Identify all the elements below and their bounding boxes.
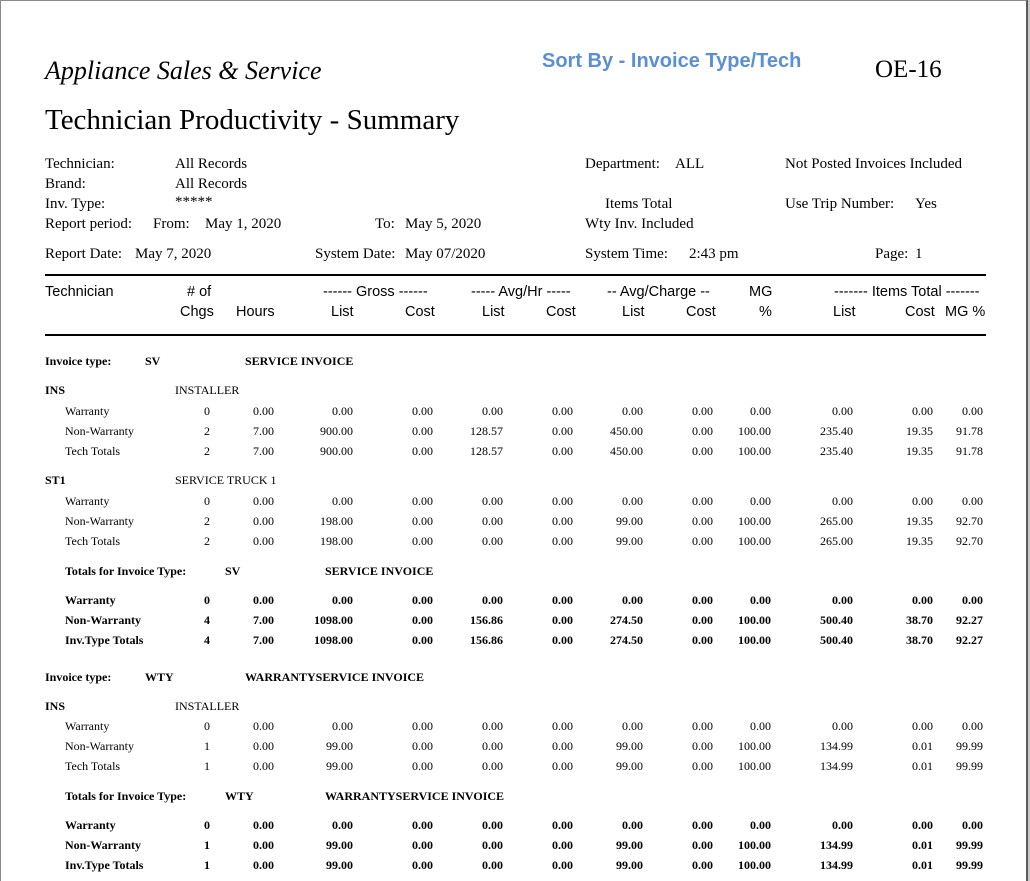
cell-value: 0.00	[832, 494, 853, 508]
cell-value: 4	[204, 613, 210, 627]
cell-value: 134.99	[820, 838, 853, 852]
cell-value: 0.01	[912, 759, 933, 773]
report-period-label: Report period:	[45, 216, 133, 232]
totals-label: Totals for Invoice Type:	[65, 789, 187, 803]
cell-value: 0.00	[412, 444, 433, 458]
cell-value: 198.00	[320, 514, 353, 528]
cell-value: 0.00	[253, 739, 274, 753]
items-total-note: Items Total	[605, 196, 673, 212]
department-value: ALL	[675, 156, 705, 172]
to-label: To:	[375, 216, 395, 232]
totals-desc: SERVICE INVOICE	[325, 564, 434, 578]
cell-value: 274.50	[610, 613, 643, 627]
cell-value: 0.00	[962, 818, 983, 832]
cell-value: 0.00	[332, 593, 353, 607]
col-avghr-list: List	[482, 304, 505, 320]
cell-value: 0.00	[332, 719, 353, 733]
cell-value: 0.00	[750, 818, 771, 832]
cell-value: 0.00	[692, 593, 713, 607]
cell-value: 0.00	[412, 534, 433, 548]
cell-value: 134.99	[820, 858, 853, 872]
cell-value: 38.70	[906, 633, 933, 647]
cell-value: 0.00	[482, 404, 503, 418]
cell-value: 99.00	[616, 534, 643, 548]
to-value: May 5, 2020	[405, 216, 482, 232]
page-number: 1	[915, 246, 923, 262]
cell-value: 19.35	[906, 514, 933, 528]
system-time-label: System Time:	[585, 246, 668, 262]
cell-value: 900.00	[320, 444, 353, 458]
cell-value: 0.00	[412, 424, 433, 438]
cell-value: 0.00	[412, 593, 433, 607]
cell-value: 0.00	[552, 838, 573, 852]
col-technician: Technician	[45, 284, 114, 300]
row-label: Non-Warranty	[65, 613, 141, 627]
cell-value: 0	[204, 404, 210, 418]
cell-value: 0.00	[552, 818, 573, 832]
col-items-cost: Cost	[905, 304, 935, 320]
tech-desc: INSTALLER	[175, 699, 240, 713]
cell-value: 0.00	[962, 494, 983, 508]
cell-value: 0.00	[692, 534, 713, 548]
cell-value: 100.00	[738, 838, 771, 852]
cell-value: 0.00	[552, 424, 573, 438]
invoice-type-label: Invoice type:	[45, 670, 112, 684]
cell-value: 0.00	[482, 759, 503, 773]
cell-value: 0.00	[692, 739, 713, 753]
row-label: Tech Totals	[65, 444, 121, 458]
cell-value: 0.00	[692, 424, 713, 438]
cell-value: 19.35	[906, 534, 933, 548]
cell-value: 0.00	[482, 739, 503, 753]
cell-value: 0.00	[482, 494, 503, 508]
department-label: Department:	[585, 156, 660, 172]
row-label: Non-Warranty	[65, 739, 135, 753]
cell-value: 0.00	[253, 838, 274, 852]
cell-value: 0.00	[552, 759, 573, 773]
cell-value: 0.00	[482, 838, 503, 852]
cell-value: 500.40	[820, 633, 853, 647]
cell-value: 274.50	[610, 633, 643, 647]
cell-value: 0.00	[412, 613, 433, 627]
cell-value: 0.00	[332, 818, 353, 832]
cell-value: 0.00	[962, 719, 983, 733]
cell-value: 0.00	[552, 494, 573, 508]
cell-value: 0.00	[750, 494, 771, 508]
cell-value: 100.00	[738, 534, 771, 548]
cell-value: 0.00	[552, 444, 573, 458]
cell-value: 2	[204, 424, 210, 438]
cell-value: 0.00	[332, 494, 353, 508]
invoice-type-desc: WARRANTYSERVICE INVOICE	[245, 670, 425, 684]
technician-label: Technician:	[45, 156, 115, 172]
cell-value: 450.00	[610, 424, 643, 438]
cell-value: 0.00	[912, 494, 933, 508]
col-num-of: # of	[187, 284, 212, 300]
cell-value: 92.70	[956, 514, 983, 528]
col-items-mg: MG %	[945, 304, 986, 320]
cell-value: 38.70	[906, 613, 933, 627]
cell-value: 100.00	[738, 424, 771, 438]
cell-value: 0.00	[552, 534, 573, 548]
cell-value: 0.01	[912, 858, 933, 872]
brand-value: All Records	[175, 176, 248, 192]
cell-value: 0.00	[412, 838, 433, 852]
inv-type-label: Inv. Type:	[45, 196, 106, 212]
row-label: Non-Warranty	[65, 514, 135, 528]
cell-value: 0.00	[622, 593, 643, 607]
cell-value: 0.00	[962, 593, 983, 607]
cell-value: 0.00	[412, 818, 433, 832]
col-chgs: Chgs	[180, 304, 214, 320]
cell-value: 0.00	[692, 633, 713, 647]
cell-value: 0.00	[912, 818, 933, 832]
cell-value: 0.00	[482, 858, 503, 872]
cell-value: 0.00	[692, 404, 713, 418]
company-name: Appliance Sales & Service	[45, 56, 322, 85]
cell-value: 0.00	[692, 613, 713, 627]
technician-value: All Records	[175, 156, 248, 172]
use-trip-label: Use Trip Number:	[785, 196, 895, 212]
sort-by-label: Sort By - Invoice Type/Tech	[542, 50, 802, 72]
cell-value: 0.00	[253, 404, 274, 418]
totals-code: SV	[225, 564, 241, 578]
system-date-value: May 07/2020	[405, 246, 486, 262]
tech-code: INS	[45, 699, 66, 713]
col-mg-pct: %	[759, 304, 772, 320]
invoice-type-code: WTY	[145, 670, 174, 684]
cell-value: 99.00	[326, 739, 353, 753]
cell-value: 0.00	[622, 404, 643, 418]
brand-label: Brand:	[45, 176, 86, 192]
system-date-label: System Date:	[315, 246, 396, 262]
cell-value: 128.57	[470, 444, 503, 458]
cell-value: 1	[204, 759, 210, 773]
cell-value: 92.27	[956, 613, 983, 627]
cell-value: 92.27	[956, 633, 983, 647]
cell-value: 0.00	[692, 818, 713, 832]
cell-value: 0.00	[912, 593, 933, 607]
cell-value: 1	[204, 739, 210, 753]
totals-label: Totals for Invoice Type:	[65, 564, 187, 578]
cell-value: 0.00	[412, 739, 433, 753]
cell-value: 7.00	[253, 444, 274, 458]
report-date-label: Report Date:	[45, 246, 123, 262]
cell-value: 0.00	[622, 494, 643, 508]
cell-value: 0.01	[912, 838, 933, 852]
invoice-type-label: Invoice type:	[45, 354, 112, 368]
cell-value: 0.00	[962, 404, 983, 418]
row-label: Non-Warranty	[65, 424, 135, 438]
cell-value: 0.00	[552, 613, 573, 627]
cell-value: 0.00	[552, 404, 573, 418]
report-title: Technician Productivity - Summary	[45, 104, 460, 136]
tech-desc: INSTALLER	[175, 383, 240, 397]
cell-value: 0.00	[253, 759, 274, 773]
cell-value: 100.00	[738, 514, 771, 528]
cell-value: 0.00	[412, 719, 433, 733]
row-label: Warranty	[65, 593, 116, 607]
cell-value: 500.40	[820, 613, 853, 627]
cell-value: 0.00	[832, 404, 853, 418]
col-gross: ------ Gross ------	[323, 284, 428, 300]
cell-value: 0.00	[412, 514, 433, 528]
cell-value: 99.99	[956, 838, 983, 852]
cell-value: 99.00	[616, 739, 643, 753]
cell-value: 0.00	[412, 404, 433, 418]
from-value: May 1, 2020	[205, 216, 282, 232]
from-label: From:	[153, 216, 190, 232]
cell-value: 0.00	[412, 494, 433, 508]
cell-value: 0.00	[692, 759, 713, 773]
cell-value: 0.00	[692, 719, 713, 733]
report-code: OE-16	[875, 56, 942, 83]
cell-value: 0.00	[552, 739, 573, 753]
cell-value: 0.00	[832, 593, 853, 607]
col-items-list: List	[833, 304, 856, 320]
cell-value: 7.00	[253, 633, 274, 647]
cell-value: 0.00	[482, 534, 503, 548]
cell-value: 99.00	[616, 858, 643, 872]
cell-value: 0.00	[253, 719, 274, 733]
tech-desc: SERVICE TRUCK 1	[175, 473, 277, 487]
cell-value: 0	[204, 494, 210, 508]
cell-value: 0.00	[692, 514, 713, 528]
cell-value: 0.00	[552, 719, 573, 733]
cell-value: 100.00	[738, 444, 771, 458]
cell-value: 0.00	[750, 404, 771, 418]
cell-value: 265.00	[820, 534, 853, 548]
cell-value: 0.00	[912, 719, 933, 733]
cell-value: 0	[204, 719, 210, 733]
cell-value: 7.00	[253, 613, 274, 627]
cell-value: 0.00	[332, 404, 353, 418]
tech-code: INS	[45, 383, 66, 397]
col-avgcharge-list: List	[622, 304, 645, 320]
cell-value: 99.00	[616, 514, 643, 528]
cell-value: 0.00	[552, 514, 573, 528]
col-items-total: ------- Items Total -------	[834, 284, 980, 300]
inv-type-value: *****	[175, 194, 213, 210]
cell-value: 99.00	[616, 838, 643, 852]
cell-value: 0	[204, 593, 210, 607]
row-label: Warranty	[65, 818, 116, 832]
cell-value: 1098.00	[314, 613, 353, 627]
row-label: Non-Warranty	[65, 838, 141, 852]
cell-value: 450.00	[610, 444, 643, 458]
cell-value: 0.00	[253, 818, 274, 832]
row-label: Inv.Type Totals	[65, 858, 144, 872]
cell-value: 0.00	[482, 719, 503, 733]
cell-value: 0.00	[253, 534, 274, 548]
page-label: Page:	[875, 246, 909, 262]
row-label: Tech Totals	[65, 759, 121, 773]
cell-value: 0.00	[552, 633, 573, 647]
col-avgcharge: -- Avg/Charge --	[607, 284, 710, 300]
col-gross-cost: Cost	[405, 304, 435, 320]
cell-value: 0.00	[482, 514, 503, 528]
row-label: Warranty	[65, 494, 110, 508]
cell-value: 100.00	[738, 633, 771, 647]
cell-value: 0.00	[622, 818, 643, 832]
cell-value: 1	[204, 858, 210, 872]
cell-value: 235.40	[820, 444, 853, 458]
cell-value: 0.00	[253, 494, 274, 508]
cell-value: 0.00	[253, 593, 274, 607]
cell-value: 0.00	[692, 444, 713, 458]
cell-value: 128.57	[470, 424, 503, 438]
cell-value: 0.00	[832, 818, 853, 832]
col-avghr: ----- Avg/Hr -----	[471, 284, 571, 300]
cell-value: 1	[204, 838, 210, 852]
col-mg: MG	[749, 284, 773, 300]
cell-value: 0.00	[692, 858, 713, 872]
cell-value: 7.00	[253, 424, 274, 438]
cell-value: 0.00	[692, 494, 713, 508]
cell-value: 99.99	[956, 759, 983, 773]
cell-value: 0.00	[912, 404, 933, 418]
cell-value: 134.99	[820, 759, 853, 773]
cell-value: 0.00	[412, 633, 433, 647]
cell-value: 0.00	[750, 719, 771, 733]
row-label: Inv.Type Totals	[65, 633, 144, 647]
cell-value: 900.00	[320, 424, 353, 438]
cell-value: 91.78	[956, 424, 983, 438]
cell-value: 0.00	[832, 719, 853, 733]
cell-value: 99.00	[326, 759, 353, 773]
cell-value: 0.00	[552, 858, 573, 872]
cell-value: 99.00	[326, 858, 353, 872]
invoice-type-desc: SERVICE INVOICE	[245, 354, 354, 368]
cell-value: 99.99	[956, 858, 983, 872]
cell-value: 4	[204, 633, 210, 647]
cell-value: 0.00	[253, 514, 274, 528]
cell-value: 2	[204, 534, 210, 548]
cell-value: 0.00	[412, 759, 433, 773]
cell-value: 265.00	[820, 514, 853, 528]
cell-value: 0.00	[750, 593, 771, 607]
cell-value: 0.00	[482, 818, 503, 832]
wty-inv-note: Wty Inv. Included	[585, 216, 694, 232]
totals-desc: WARRANTYSERVICE INVOICE	[325, 789, 505, 803]
row-label: Tech Totals	[65, 534, 121, 548]
cell-value: 134.99	[820, 739, 853, 753]
row-label: Warranty	[65, 404, 110, 418]
report-date-value: May 7, 2020	[135, 246, 212, 262]
not-posted-note: Not Posted Invoices Included	[785, 156, 963, 172]
totals-code: WTY	[225, 789, 254, 803]
cell-value: 100.00	[738, 613, 771, 627]
cell-value: 19.35	[906, 444, 933, 458]
cell-value: 156.86	[470, 633, 503, 647]
cell-value: 19.35	[906, 424, 933, 438]
col-hours: Hours	[236, 304, 275, 320]
cell-value: 235.40	[820, 424, 853, 438]
cell-value: 0.00	[692, 838, 713, 852]
cell-value: 100.00	[738, 759, 771, 773]
header-rule-top	[45, 274, 986, 276]
cell-value: 0.01	[912, 739, 933, 753]
cell-value: 0.00	[253, 858, 274, 872]
cell-value: 99.99	[956, 739, 983, 753]
cell-value: 0.00	[552, 593, 573, 607]
header-rule-bottom	[45, 334, 986, 336]
system-time-value: 2:43 pm	[689, 246, 739, 262]
cell-value: 99.00	[326, 838, 353, 852]
cell-value: 0.00	[622, 719, 643, 733]
cell-value: 2	[204, 514, 210, 528]
cell-value: 198.00	[320, 534, 353, 548]
col-avghr-cost: Cost	[546, 304, 576, 320]
cell-value: 100.00	[738, 858, 771, 872]
cell-value: 99.00	[616, 759, 643, 773]
cell-value: 91.78	[956, 444, 983, 458]
invoice-type-code: SV	[145, 354, 161, 368]
use-trip-value: Yes	[915, 196, 937, 212]
row-label: Warranty	[65, 719, 110, 733]
cell-value: 156.86	[470, 613, 503, 627]
cell-value: 1098.00	[314, 633, 353, 647]
cell-value: 92.70	[956, 534, 983, 548]
col-gross-list: List	[331, 304, 354, 320]
cell-value: 2	[204, 444, 210, 458]
col-avgcharge-cost: Cost	[686, 304, 716, 320]
cell-value: 0	[204, 818, 210, 832]
cell-value: 0.00	[412, 858, 433, 872]
tech-code: ST1	[45, 473, 66, 487]
cell-value: 100.00	[738, 739, 771, 753]
cell-value: 0.00	[482, 593, 503, 607]
